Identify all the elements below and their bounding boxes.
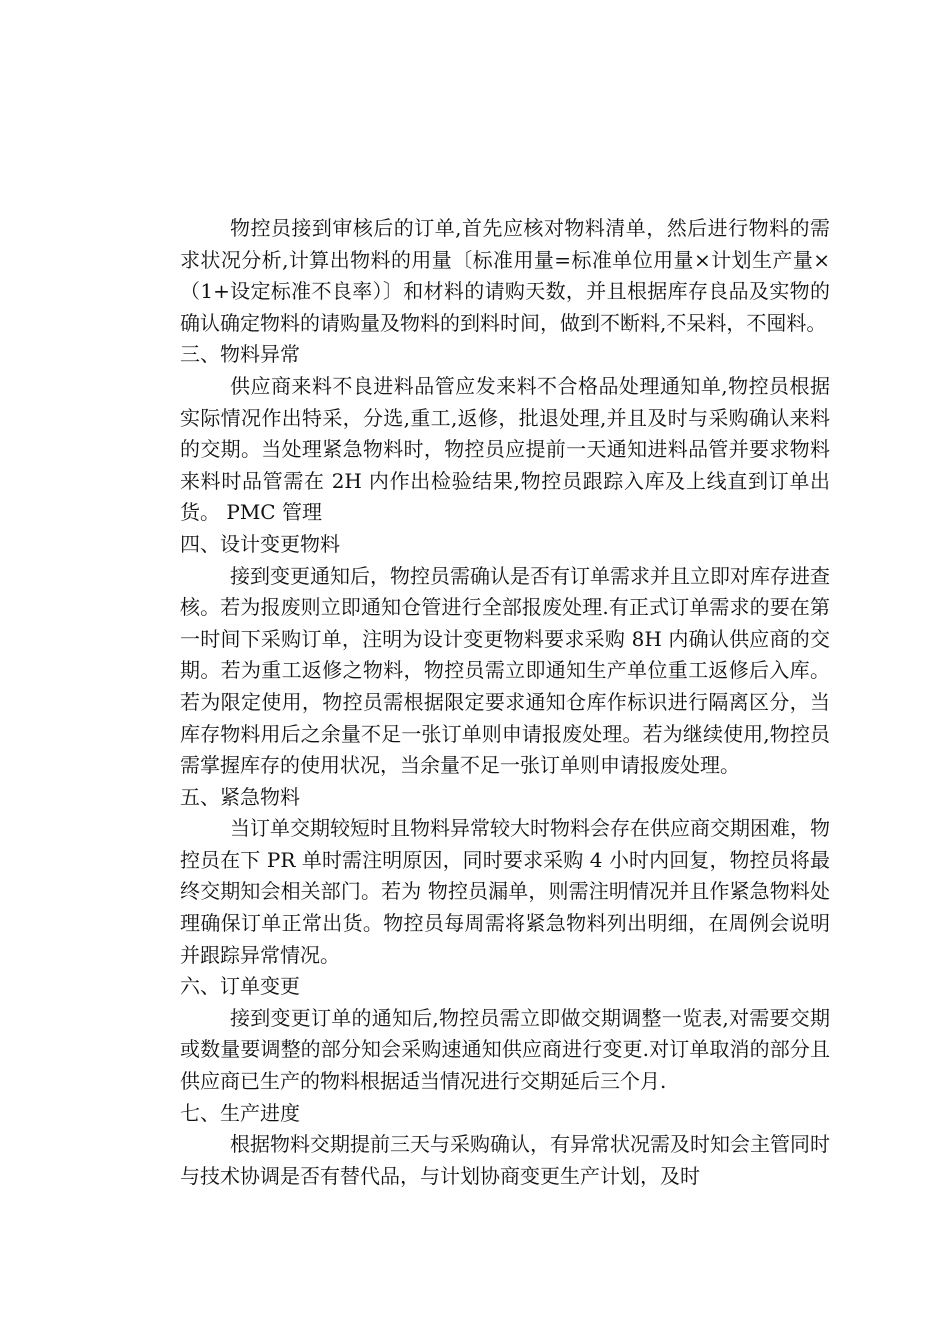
- section-heading: 三、物料异常: [180, 342, 300, 367]
- intro-paragraph: 物控员接到审核后的订单,首先应核对物料清单，然后进行物料的需求状况分析,计算出物料的用量〔标准用量=标准单位用量×计划生产量×（1+设定标准不良率）〕和材料的请购天数，并且根据库存良品及实物的确认确定物料的请购量及物料的到料时间，做到不断料,不呆料，不囤料。: [180, 216, 830, 335]
- section-heading: 五、紧急物料: [180, 784, 300, 809]
- section-paragraph: 当订单交期较短时且物料异常较大时物料会存在供应商交期困难，物控员在下 PR 单时需注明原因，同时要求采购 4 小时内回复，物控员将最终交期知会相关部门。若为 物控员漏单，则需注明情况并且作紧急物料处理确保订单正常出货。物控员每周需将紧急物料列出明细，在周例会说明并跟踪异常情况。: [180, 816, 830, 967]
- section-order-change: [180, 971, 830, 1097]
- section-paragraph: 接到变更通知后，物控员需确认是否有订单需求并且立即对库存进查核。若为报废则立即通知仓管进行全部报废处理.有正式订单需求的要在第一时间下采购订单，注明为设计变更物料要求采购 8H 内确认供应商的交期。若为重工返修之物料，物控员需立即通知生产单位重工返修后入库。若为限定使用，物控员需根据限定要求通知仓库作标识进行隔离区分，当库存物料用后之余量不足一张订单则申请报废处理。若为继续使用,物控员需掌握库存的使用状况，当余量不足一张订单则申请报废处理。: [180, 563, 830, 778]
- section-paragraph: 根据物料交期提前三天与采购确认，有异常状况需及时知会主管同时与技术协调是否有替代品，与计划协商变更生产计划，及时: [180, 1132, 830, 1188]
- section-paragraph: 接到变更订单的通知后,物控员需立即做交期调整一览表,对需要交期或数量要调整的部分知会采购速通知供应商进行变更.对订单取消的部分且供应商已生产的物料根据适当情况进行交期延后三个月.: [180, 1005, 830, 1094]
- section-heading: 四、设计变更物料: [180, 531, 340, 556]
- section-production-progress: [180, 1098, 830, 1193]
- section-heading: 六、订单变更: [180, 974, 300, 999]
- document-body: [180, 213, 830, 1192]
- section-material-exception: [180, 339, 830, 529]
- section-heading: 七、生产进度: [180, 1100, 300, 1125]
- section-urgent-material: [180, 782, 830, 972]
- section-design-change-material: [180, 529, 830, 782]
- section-paragraph: 供应商来料不良进料品管应发来料不合格品处理通知单,物控员根据实际情况作出特采，分选,重工,返修，批退处理,并且及时与采购确认来料的交期。当处理紧急物料时，物控员应提前一天通知进料品管并要求物料来料时品管需在 2H 内作出检验结果,物控员跟踪入库及上线直到订单出货。 PMC 管理: [180, 373, 830, 525]
